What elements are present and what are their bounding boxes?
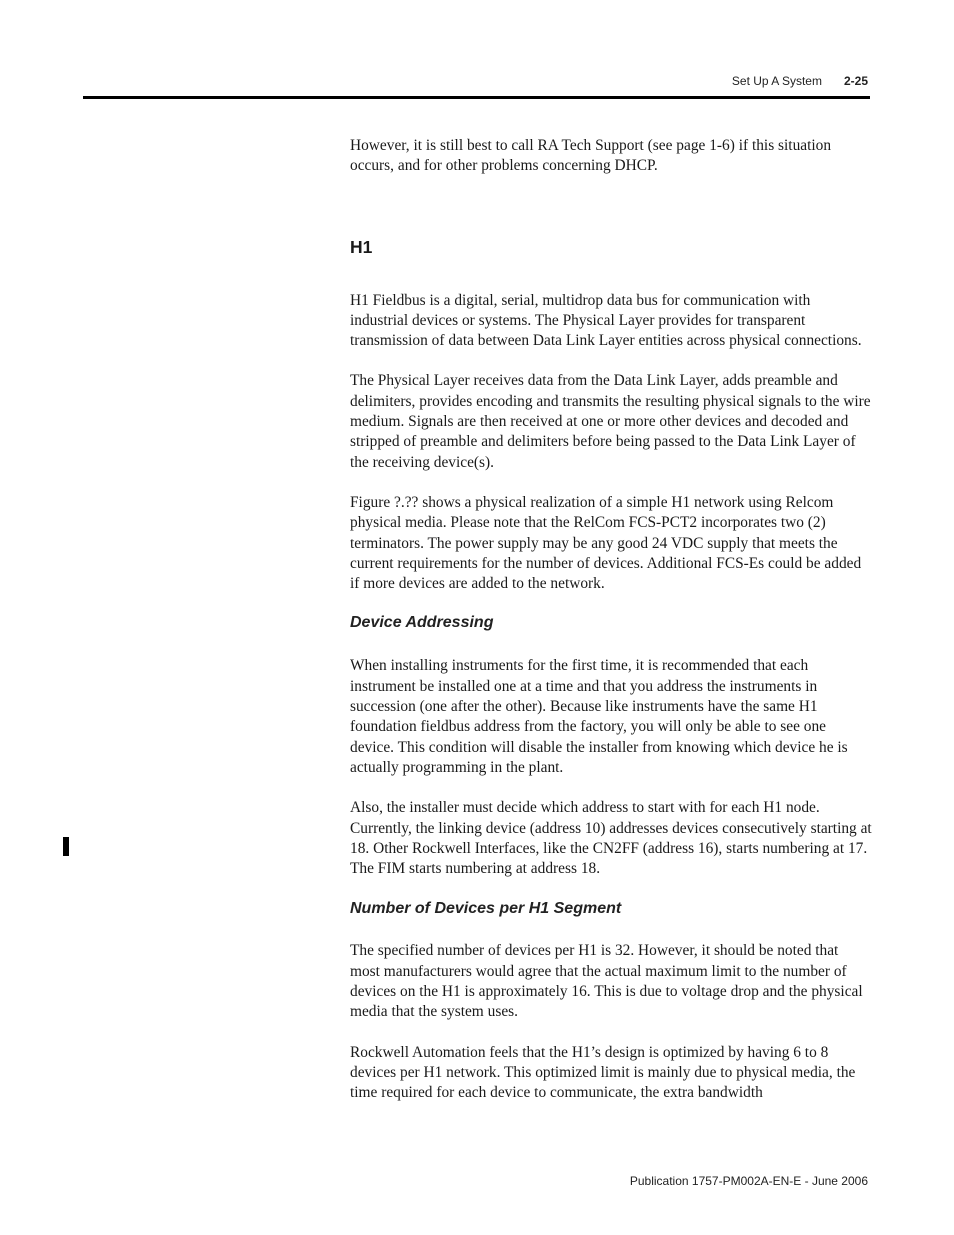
page-body: [350, 136, 872, 1104]
subheading-devices-per-segment: Number of Devices per H1 Segment: [350, 900, 622, 918]
h1-paragraph-2: The Physical Layer receives data from the Data Link Layer, adds preamble and delimiters, provides encoding and transmits the resulting physical signals to the wire medium. Signals are then received at one or more other devices and decoded and stripped of preamble and delimiters before being passed to the Data Link Layer of the receiving device(s).: [350, 372, 871, 471]
section-heading-h1: H1: [350, 236, 373, 257]
running-header: [732, 74, 868, 88]
devices-per-segment-paragraph-2: Rockwell Automation feels that the H1’s design is optimized by having 6 to 8 devices per H1 network. This optimized limit is mainly due to physical media, the time required for each device to communicate, the extra bandwidth: [350, 1043, 856, 1102]
devices-per-segment-paragraph-1: The specified number of devices per H1 is 32. However, it should be noted that most manufacturers would agree that the actual maximum limit to the number of devices on the H1 is approximately 16. This is due to voltage drop and the physical media that the system uses.: [350, 942, 863, 1021]
h1-paragraph-1: H1 Fieldbus is a digital, serial, multidrop data bus for communication with industrial devices or systems. The Physical Layer provides for transparent transmission of data between Data Link Layer entities across physical connections.: [350, 291, 862, 350]
header-page-number: 2-25: [843, 74, 868, 88]
device-addressing-paragraph-1: When installing instruments for the first time, it is recommended that each instrument be installed one at a time and that you address the instruments in succession (one after the other). Because like instruments have the same H1 foundation fieldbus address from the factory, you will only be able to see one device. This condition will disable the installer from knowing which device he is actually programming in the plant.: [350, 657, 848, 776]
device-addressing-paragraph-2: Also, the installer must decide which address to start with for each H1 node. Currently, the linking device (address 10) addresses devices consecutively starting at 18. Other Rockwell Interfaces, like the CN2FF (address 16), starts numbering at 17. The FIM starts numbering at address 18.: [350, 799, 872, 878]
subheading-device-addressing: Device Addressing: [350, 614, 494, 632]
change-bar: [63, 837, 69, 856]
h1-paragraph-3: Figure ?.?? shows a physical realization of a simple H1 network using Relcom physical media. Please note that the RelCom FCS-PCT2 incorporates two (2) terminators. The power supply may be any good 24 VDC supply that meets the current requirements for the number of devices. Additional FCS-Es could be added if more devices are added to the network.: [350, 493, 862, 593]
publication-footer: Publication 1757-PM002A-EN-E - June 2006: [629, 1174, 868, 1188]
header-rule: [83, 96, 870, 99]
header-section-title: Set Up A System: [731, 74, 822, 88]
intro-paragraph: However, it is still best to call RA Tech Support (see page 1-6) if this situation occurs, and for other problems concerning DHCP.: [350, 137, 832, 175]
